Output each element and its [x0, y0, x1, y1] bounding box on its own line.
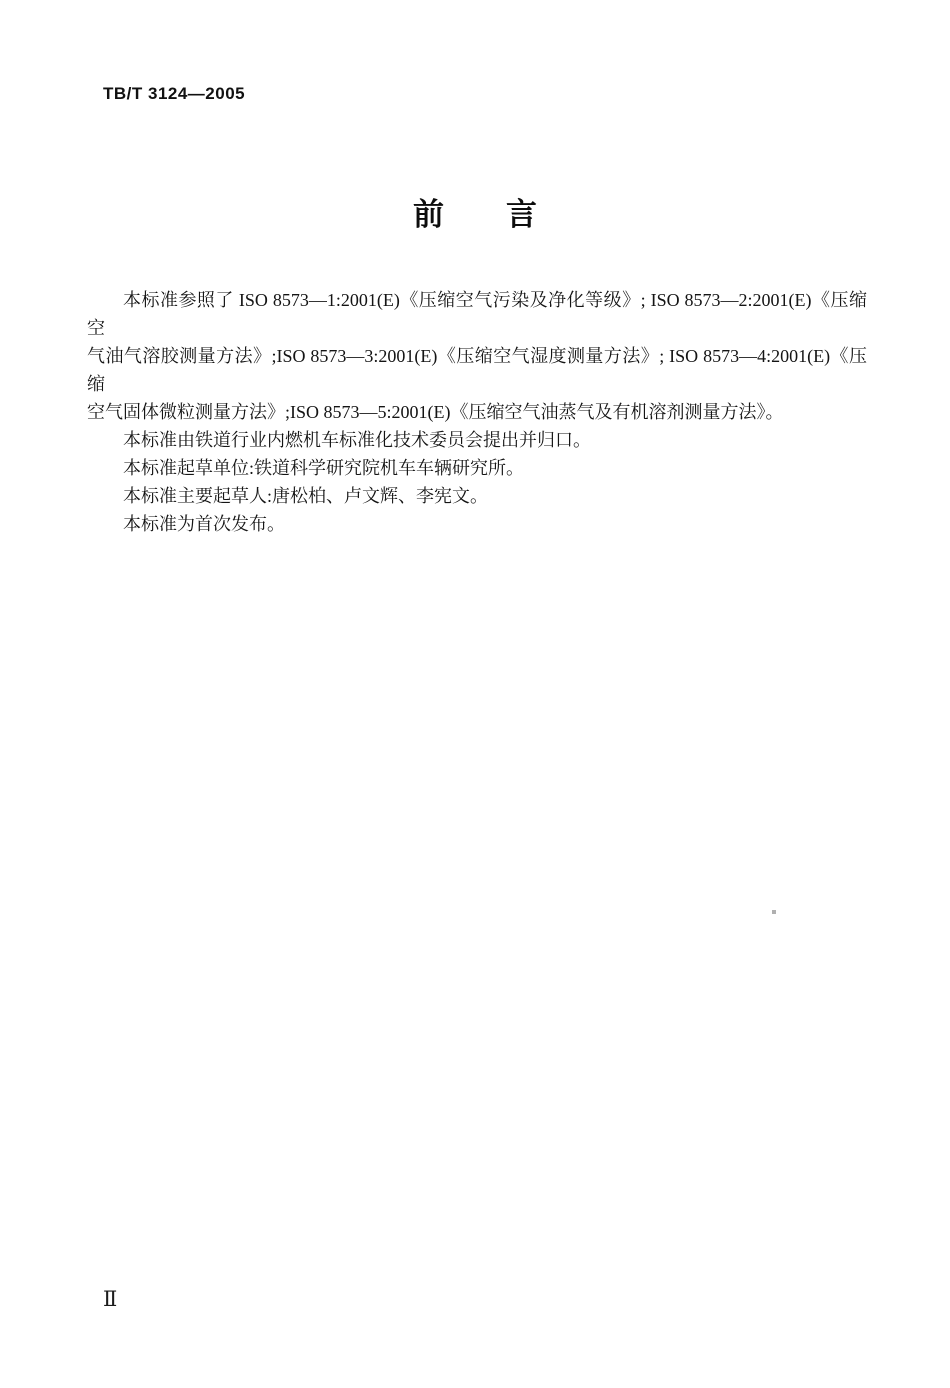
- paragraph-line: 本标准由铁道行业内燃机车标准化技术委员会提出并归口。: [123, 430, 591, 450]
- page-title: 前 言: [413, 197, 537, 232]
- foreword-body-text: [87, 286, 867, 538]
- paragraph-line: 气油气溶胶测量方法》;ISO 8573—3:2001(E)《压缩空气湿度测量方法》; ISO 8573—4:2001(E)《压缩: [87, 346, 867, 394]
- paragraph-line: 本标准为首次发布。: [123, 514, 285, 534]
- paragraph-line: 本标准起草单位:铁道科学研究院机车车辆研究所。: [123, 458, 524, 478]
- scan-artifact-speck: [772, 910, 776, 914]
- paragraph-line: 本标准参照了 ISO 8573—1:2001(E)《压缩空气污染及净化等级》; ISO 8573—2:2001(E)《压缩空: [87, 290, 867, 338]
- paragraph-line: 本标准主要起草人:唐松柏、卢文辉、李宪文。: [123, 486, 488, 506]
- page-number: Ⅱ: [103, 1287, 118, 1311]
- standard-number-header: TB/T 3124—2005: [103, 84, 246, 103]
- paragraph-line: 空气固体微粒测量方法》;ISO 8573—5:2001(E)《压缩空气油蒸气及有机溶剂测量方法》。: [87, 402, 784, 422]
